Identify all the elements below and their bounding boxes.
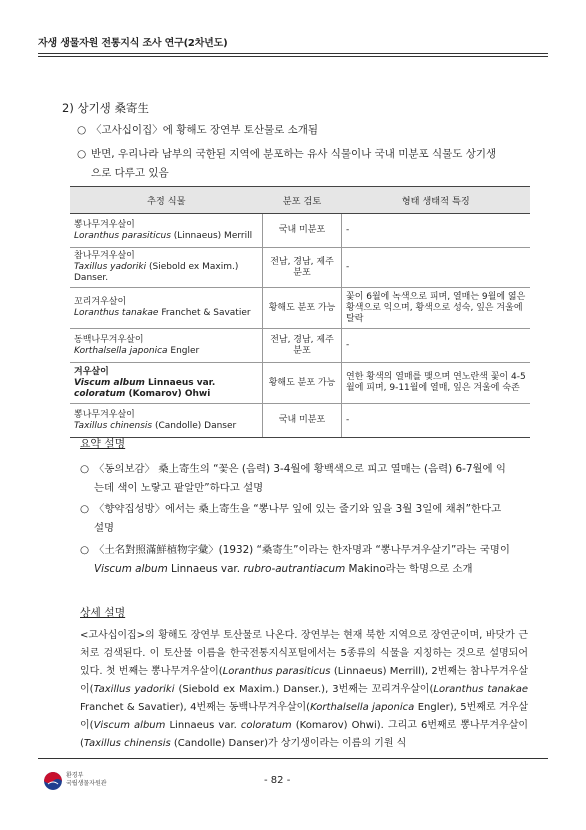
intro-bullet-1: ○ 〈고사십이집〉에 황해도 장연부 토산물로 소개됨 <box>77 124 319 136</box>
section-title: 2) 상기생 桑寄生 <box>62 101 149 115</box>
header-rule-2 <box>38 56 548 57</box>
org-name: 환경부 국립생물자원관 <box>66 772 107 787</box>
table-header-row <box>70 187 530 214</box>
summary-item-1: ○ 〈동의보감〉 桑上寄生의 “꽃은 (음력) 3-4월에 황백색으로 피고 열매는 (음력) 6-7월에 익 는데 색이 노랗고 팥알만”하다고 설명 <box>80 463 506 494</box>
table-row: 뽕나무겨우살이 Taxillus chinensis (Candolle) Danser 국내 미분포 - <box>70 404 530 438</box>
summary-item-2: ○ 〈향약집성방〉에서는 桑上寄生을 “뽕나무 잎에 있는 줄기와 잎을 3월 3일에 채취”한다고 설명 <box>80 503 502 534</box>
page-number: - 82 - <box>264 775 291 786</box>
running-header: 자생 생물자원 전통지식 조사 연구(2차년도) <box>38 38 228 49</box>
detail-paragraph: <고사십이집>의 황해도 장연부 토산물로 나온다. 장연부는 현재 북한 지역으로 장연군이며, 바닷가 근처로 검색된다. 이 토산물 이름을 한국전통지식포털에서는 5종류의 식물을 지칭하는 것으로 설명되어 있다. 첫 번째는 뽕나무겨우살이(Loranthus parasiticus (Linnaeus) Merrill), 2번째는 참나무겨우살이(Taxillus yadoriki (Siebold ex Maxim.) Danser.), 3번째는 꼬리겨우살이(Loranthus tanakae Franchet & Savatier), 4번째는 동백나무겨우살이(Korthalsella japonica Engler), 5번째로 겨우살이(Viscum album Linnaeus var. coloratum (Komarov) Ohwi). 그리고 6번째로 뽕나무겨우살이(Taxillus chinensis (Candolle) Danser)가 상기생이라는 이름의 기원 식 <box>80 630 529 749</box>
table-row-highlight: 겨우살이 Viscum album Linnaeus var. coloratum (Komarov) Ohwi 황해도 분포 가능 연한 황색의 열매를 맺으며 연노란색 꽃이 4-5월에 피며, 9-11월에 열매, 잎은 겨울에 숙존 <box>70 363 530 404</box>
detail-title: 상세 설명 <box>80 606 126 619</box>
col-header-distribution: 분포 검토 <box>263 187 342 214</box>
table-row: 뽕나무겨우살이 Loranthus parasiticus (Linnaeus) Merrill 국내 미분포 - <box>70 214 530 248</box>
footer-rule <box>38 758 548 759</box>
government-logo-icon <box>44 772 62 790</box>
table-row: 동백나무겨우살이 Korthalsella japonica Engler 전남, 경남, 제주 분포 - <box>70 329 530 363</box>
col-header-plant: 추정 식물 <box>70 187 263 214</box>
table-row: 꼬리겨우살이 Loranthus tanakae Franchet & Savatier 황해도 분포 가능 꽃이 6월에 녹색으로 피며, 열매는 9월에 엷은 황색으로 익으며, 황색으로 성숙, 잎은 겨울에 탈락 <box>70 288 530 329</box>
candidate-plant-table <box>70 186 530 438</box>
table-row: 참나무겨우살이 Taxillus yadoriki (Siebold ex Maxim.) Danser. 전남, 경남, 제주 분포 - <box>70 248 530 288</box>
col-header-features: 형태 생태적 특징 <box>342 187 531 214</box>
intro-bullet-2: ○ 반면, 우리나라 남부의 국한된 지역에 분포하는 유사 식물이나 국내 미분포 식물도 상기생 으로 다루고 있음 <box>77 148 497 179</box>
header-rule <box>38 53 548 54</box>
summary-title: 요약 설명 <box>80 437 126 450</box>
summary-item-3: ○ 〈土名對照滿鮮植物字彙〉(1932) “桑寄生”이라는 한자명과 “뽕나무겨우살기”라는 국명이 Viscum album Linnaeus var. rubro-autrantiacum Makino라는 학명으로 소개 <box>80 544 510 575</box>
